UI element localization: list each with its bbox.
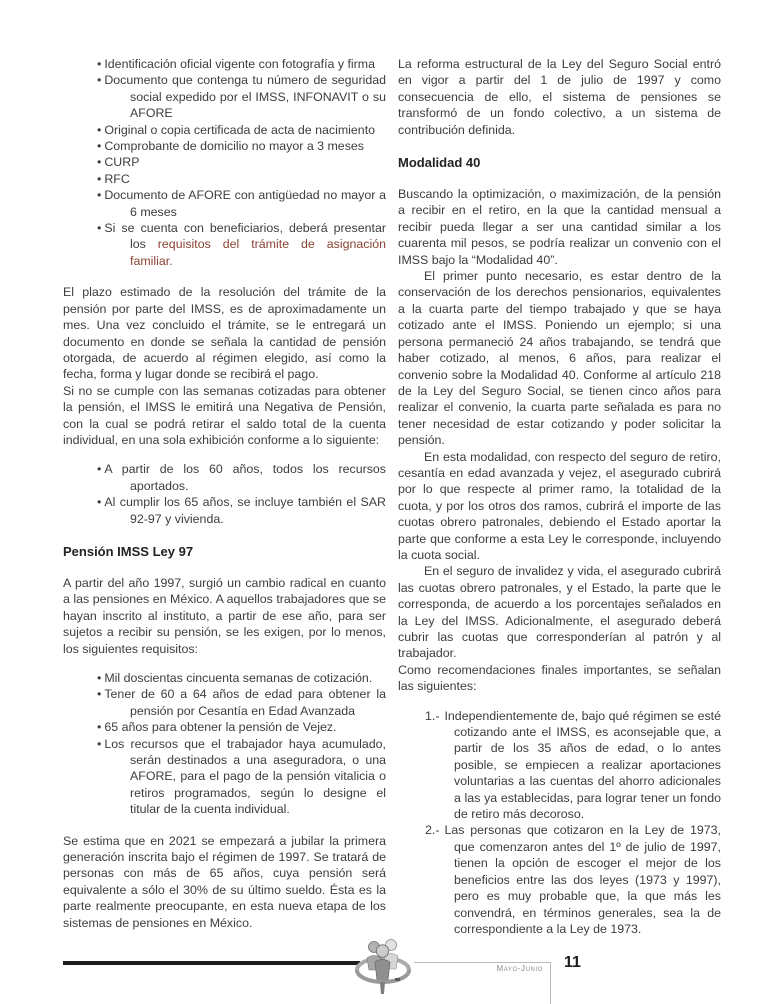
list-item-text: Identificación oficial vigente con fotografía y firma	[104, 57, 376, 71]
bullet-icon: •	[97, 221, 102, 236]
section-heading: Pensión IMSS Ley 97	[63, 543, 194, 559]
footer-rule-thick	[63, 961, 360, 965]
bullet-icon: •	[97, 155, 102, 170]
list-item	[63, 122, 386, 138]
right-column	[398, 56, 721, 952]
bullet-icon: •	[97, 188, 102, 203]
publisher-logo	[351, 936, 415, 1000]
bullet-icon: •	[97, 139, 102, 154]
list-item-text: CURP	[104, 155, 140, 170]
paragraph: Como recomendaciones finales importantes, se señalan las siguientes:	[398, 662, 721, 694]
paragraph: El primer punto necesario, es estar dentro de la conservación de los derechos pensionarios, equivalentes a la cuarta parte del tiempo trabajado y que se haya cotizado ante el IMSS. Poniendo un ejemplo; si una persona permaneció 24 años trabajando, se tendrá que haber cotizado, al menos, 6 años, para realizar el convenio sobre la Modalidad 40. Conforme al artículo 218 de la Ley del Seguro Social, se tienen cinco años para realizar el convenio, la cuarta parte señalada es para no tener necesidad de estar cotizando y poder solicitar la pensión.	[398, 269, 721, 448]
paragraph: Se estima que en 2021 se empezará a jubilar la primera generación inscrita bajo el régimen de 1997. Se tratará de personas con más de 65 años, cuya pensión será equivalente a sólo el 30% de su último sueldo. Ésta es la parte realmente preocupante, en esta nueva etapa de los sistemas de pensiones en México.	[63, 833, 386, 930]
paragraph: El plazo estimado de la resolución del trámite de la pensión por parte del IMSS, es de aproximadamente un mes. Una vez concluido el trámite, se le entregará un documento en donde se señala la cantidad de pensión otorgada, de acuerdo al régimen elegido, así como la fecha, forma y lugar donde se recibirá el pago.	[63, 285, 386, 382]
list-item	[63, 72, 386, 121]
list-item-text: RFC	[104, 171, 130, 186]
bullet-icon: •	[97, 462, 102, 477]
list-item	[63, 736, 386, 818]
list-item-text: Los recursos que el trabajador haya acumulado, serán destinados a una aseguradora, o una AFORE, para el pago de la pensión vitalicia o retiros programados, según lo designe el titular de la cuenta individual.	[104, 736, 386, 817]
list-item-text: Al cumplir los 65 años, se incluye también el SAR 92-97 y vivienda.	[104, 495, 386, 526]
bullet-list	[63, 461, 386, 527]
left-column	[63, 56, 386, 931]
list-item	[63, 171, 386, 187]
bullet-icon: •	[97, 171, 102, 186]
list-item-text: Tener de 60 a 64 años de edad para obtener la pensión por Cesantía en Edad Avanzada	[104, 687, 386, 718]
paragraph: La reforma estructural de la Ley del Seguro Social entró en vigor a partir del 1 de julio de 1997 y como consecuencia de ello, el sistema de pensiones se transformó de un fondo colectivo, a un sistema de contribución definida.	[398, 57, 721, 137]
item-number: 1.-	[425, 708, 440, 723]
section-heading: Modalidad 40	[398, 155, 481, 171]
bullet-icon: •	[97, 73, 102, 88]
bullet-list	[63, 56, 386, 269]
list-item	[398, 822, 721, 937]
issue-label: Mayo-Junio	[496, 964, 543, 973]
list-item-text: Las personas que cotizaron en la Ley de 1973, que comenzaron antes del 1º de julio de 1997, tienen la opción de escoger el mejor de los beneficios entre las dos leyes (1973 y 1997), pero es muy probable que, la que más les convendrá, en términos generales, sea la de correspondiente a la Ley de 1973.	[444, 823, 721, 936]
paragraph: Si no se cumple con las semanas cotizadas para obtener la pensión, el IMSS le emitirá una Negativa de Pensión, con la cual se podrá retirar el saldo total de la cuenta individual, en una sola exhibición conforme a lo siguiente:	[63, 383, 386, 447]
list-item	[398, 708, 721, 823]
list-item-text: Independientemente de, bajo qué régimen se esté cotizando ante el IMSS, es aconsejable que, a partir de los 35 años de edad, o lo antes posible, se empiecen a realizar aportaciones voluntarias a las cuentas del ahorro adicionales a las ya establecidas, para lograr tener un fondo de retiro más decoroso.	[444, 708, 721, 822]
paragraph: Buscando la optimización, o maximización, de la pensión a recibir en el retiro, en la que la cantidad mensual a recibir pueda llegar a ser una cantidad similar a los cuarenta mil pesos, se podría realizar un convenio con el IMSS bajo la “Modalidad 40”.	[398, 187, 721, 267]
list-item	[63, 461, 386, 494]
list-item-text: Original o copia certificada de acta de nacimiento	[104, 122, 376, 137]
list-item-text: Documento de AFORE con antigüedad no mayor a 6 meses	[104, 188, 386, 219]
list-item	[63, 220, 386, 269]
list-item-text: Comprobante de domicilio no mayor a 3 meses	[104, 139, 364, 154]
footer-rule-vertical	[550, 962, 551, 1004]
list-item-text: 65 años para obtener la pensión de Vejez.	[104, 720, 337, 735]
paragraph: En esta modalidad, con respecto del seguro de retiro, cesantía en edad avanzada y vejez, el asegurado cubrirá por lo que respecte al primer ramo, la totalidad de la cuota, y por los otros dos ramos, cubrirá el importe de las cuotas obrero patronales, debiendo el Estado aportar la parte que conforme a esta Ley le corresponde, incluyendo la cuota social.	[398, 449, 721, 562]
paragraph: En el seguro de invalidez y vida, el asegurado cubrirá las cuotas obrero patronales, y el Estado, la parte que le corresponda, de acuerdo a los porcentajes señalados en la Ley del IMSS. Adicionalmente, el asegurado deberá cubrir las cuotas que corresponderían al patrón y al trabajador.	[398, 564, 721, 661]
bullet-list	[63, 670, 386, 818]
list-item	[63, 138, 386, 154]
list-item-text: Documento que contenga tu número de seguridad social expedido por el IMSS, INFONAVIT o su AFORE	[104, 73, 386, 121]
list-item	[63, 719, 386, 735]
bullet-icon: •	[97, 687, 102, 702]
item-number: 2.-	[425, 823, 440, 838]
list-item	[63, 56, 386, 72]
highlighted-text: requisitos del trámite de asignación familiar.	[130, 237, 386, 268]
numbered-list	[398, 708, 721, 938]
bullet-icon: •	[97, 671, 102, 685]
list-item	[63, 154, 386, 170]
list-item	[63, 686, 386, 719]
figures-emblem-icon	[351, 936, 415, 1000]
bullet-icon: •	[97, 57, 102, 71]
bullet-icon: •	[97, 720, 102, 735]
page-number: 11	[564, 954, 581, 971]
bullet-icon: •	[97, 495, 102, 510]
list-item	[63, 494, 386, 527]
list-item-text: Mil doscientas cincuenta semanas de cotización.	[104, 671, 373, 685]
list-item	[63, 187, 386, 220]
paragraph: A partir del año 1997, surgió un cambio radical en cuanto a las pensiones en México. A aquellos trabajadores que se hayan inscrito al instituto, a partir de ese año, para ser sujetos a recibir su pensión, se les exigen, por lo menos, los siguientes requisitos:	[63, 575, 386, 656]
list-item-text: Si se cuenta con beneficiarios, deberá presentar los	[104, 221, 386, 252]
bullet-icon: •	[97, 736, 102, 751]
list-item-text: A partir de los 60 años, todos los recursos aportados.	[104, 462, 386, 493]
list-item	[63, 670, 386, 686]
bullet-icon: •	[97, 122, 102, 137]
